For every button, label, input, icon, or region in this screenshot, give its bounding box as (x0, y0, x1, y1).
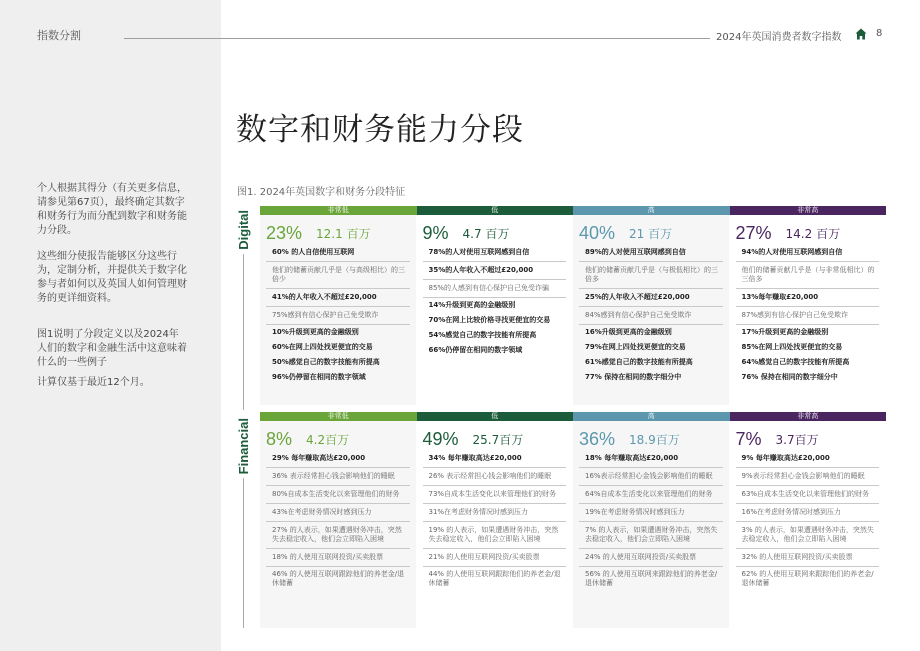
stat-row: 13%每年赚取£20,000 (736, 289, 880, 307)
financial-label: Financial (235, 418, 251, 475)
column-header: 高 (573, 412, 730, 421)
column-body (573, 421, 730, 628)
column-header: 低 (417, 412, 574, 421)
segment-percent: 23% (266, 223, 303, 243)
stat-row: 16%升级到更高的金融级别 (585, 328, 672, 336)
stat-row: 64%自成本生活变化以来管理他们的财务 (579, 486, 723, 504)
figure-explanation: 图1说明了分段定义以及2024年人们的数字和金融生活中这意味着什么的一些例子 (37, 329, 187, 368)
stat-row: 70%在网上比较价格寻找更便宜的交易 (428, 316, 551, 324)
stat-row: 34% 每年赚取高达£20,000 (423, 450, 567, 468)
column-body (730, 215, 887, 405)
segment-size (579, 424, 723, 450)
stat-row: 66%仍停留在相同的数字领域 (428, 346, 523, 354)
segment-percent: 7% (735, 429, 762, 449)
stat-row: 3% 的人表示，如果遭遇财务冲击，突然失去稳定收入，他们会立即陷入困境 (736, 522, 880, 549)
stat-row: 16%表示经常担心金钱会影响他们的睡眠 (579, 468, 723, 486)
stat-row: 60% 的人自信使用互联网 (266, 244, 410, 262)
column-header: 非常低 (260, 412, 417, 421)
stat-row: 9% 每年赚取高达£20,000 (736, 450, 880, 468)
stat-row: 43%在考虑财务情况时感到压力 (266, 504, 410, 522)
digital-segments-grid (260, 206, 886, 405)
digital-column-very-low (260, 206, 417, 405)
segment-millions: 18.9百万 (629, 433, 680, 447)
digital-label: Digital (235, 210, 251, 250)
segment-millions: 25.7百万 (472, 433, 524, 447)
segment-size (423, 424, 567, 450)
stat-row: 21% 的人使用互联网投资/买卖股票 (423, 549, 567, 567)
stat-row: 79%在网上四处找更便宜的交易 (585, 343, 686, 351)
financial-segments-grid (260, 412, 886, 628)
column-body (730, 421, 887, 628)
financial-divider (243, 478, 244, 628)
stat-row: 89%的人对使用互联网感到自信 (579, 244, 723, 262)
segment-percent: 9% (422, 223, 449, 243)
stat-row: 61%感觉自己的数字技能有所提高 (585, 358, 693, 366)
segments-paragraph: 这些细分使报告能够区分这些行为，定制分析，并提供关于数字化参与者如何以及英国人如何管理财务的更详细资料。 (37, 251, 187, 304)
stat-row: 他们的储蓄贡献几乎是（与非常低相比）的三倍多 (736, 262, 880, 289)
stat-row: 41%的人年收入不超过£20,000 (266, 289, 410, 307)
stat-row: 62% 的人使用互联网来跟踪他们的养老金/退休储蓄 (741, 570, 874, 587)
stat-row: 17%升级到更高的金融级别 (741, 328, 829, 336)
stat-row: 50%感觉自己的数字技能有所提高 (272, 358, 380, 366)
page-number: 8 (876, 28, 883, 39)
stat-row: 46% 的人使用互联网跟踪他们的养老金/退休储蓄 (272, 570, 405, 587)
column-header: 非常高 (730, 412, 887, 421)
stat-row: 73%自成本生活变化以来管理他们的财务 (423, 486, 567, 504)
stat-row: 56% 的人使用互联网来跟踪他们的养老金/退休储蓄 (585, 570, 718, 587)
financial-column-high (573, 412, 730, 628)
stat-row: 85%的人感到有信心保护自己免受诈骗 (423, 280, 567, 298)
digital-divider (243, 254, 244, 410)
stat-row: 18% 的人使用互联网投资/买卖股票 (266, 549, 410, 567)
segment-percent: 40% (579, 223, 616, 243)
digital-section-tag (232, 210, 254, 410)
column-body (417, 421, 574, 628)
stat-row: 64%感觉自己的数字技能有所提高 (741, 358, 850, 366)
stat-row: 75%感到有信心保护自己免受欺诈 (266, 307, 410, 325)
segment-size (579, 218, 723, 244)
segment-millions: 12.1 百万 (316, 227, 371, 241)
column-header: 低 (417, 206, 574, 215)
segment-percent: 36% (579, 429, 616, 449)
column-header: 非常高 (730, 206, 887, 215)
stat-row: 27% 的人表示，如果遭遇财务冲击，突然失去稳定收入，他们会立即陷入困境 (266, 522, 410, 549)
page-title: 数字和财务能力分段 (236, 112, 524, 148)
segment-percent: 49% (422, 429, 459, 449)
stat-row: 19%在考虑财务情况时感到压力 (579, 504, 723, 522)
financial-column-low (417, 412, 574, 628)
column-body (417, 215, 574, 405)
stat-row: 77% 保持在相同的数字细分中 (585, 373, 682, 381)
stat-row: 78%的人对使用互联网感到自信 (423, 244, 567, 262)
financial-column-very-high (730, 412, 887, 628)
stat-row: 85%在网上四处找更便宜的交易 (741, 343, 843, 351)
segment-percent: 27% (735, 223, 772, 243)
column-header: 非常低 (260, 206, 417, 215)
stat-row: 76% 保持在相同的数字细分中 (741, 373, 838, 381)
stat-row: 35%的人年收入不超过£20,000 (423, 262, 567, 280)
stat-row: 36% 表示经常担心钱会影响他们的睡眠 (266, 468, 410, 486)
stat-row: 16%在考虑财务情况时感到压力 (736, 504, 880, 522)
segment-size (736, 424, 880, 450)
column-body (573, 215, 730, 405)
segment-percent: 8% (266, 429, 293, 449)
stat-row: 他们的储蓄贡献几乎是（与高级相比）的三倍少 (266, 262, 410, 289)
stat-row: 94%的人对使用互联网感到自信 (736, 244, 880, 262)
stat-row: 96%仍停留在相同的数字领域 (272, 373, 366, 381)
stat-row: 18% 每年赚取高达£20,000 (579, 450, 723, 468)
column-body (260, 215, 417, 405)
segment-size (266, 424, 410, 450)
segment-size (736, 218, 880, 244)
segment-size (423, 218, 567, 244)
financial-column-very-low (260, 412, 417, 628)
stat-row: 32% 的人使用互联网投资/买卖股票 (736, 549, 880, 567)
segment-millions: 3.7百万 (775, 433, 819, 447)
stat-row: 7% 的人表示，如果遭遇财务冲击，突然失去稳定收入，他们会立即陷入困境 (579, 522, 723, 549)
stat-row: 63%自成本生活变化以来管理他们的财务 (736, 486, 880, 504)
home-icon[interactable] (855, 28, 867, 40)
stat-row: 80%自成本生活变化以来管理他们的财务 (266, 486, 410, 504)
stat-row: 26% 表示经常担心钱会影响他们的睡眠 (423, 468, 567, 486)
financial-section-tag (232, 418, 254, 628)
segment-millions: 4.7 百万 (462, 227, 510, 241)
stat-row: 31%在考虑财务情况时感到压力 (423, 504, 567, 522)
column-header: 高 (573, 206, 730, 215)
segment-millions: 14.2 百万 (785, 227, 841, 241)
stat-row: 24% 的人使用互联网投资/买卖股票 (579, 549, 723, 567)
stat-row: 44% 的人使用互联网跟踪他们的养老金/退休储蓄 (428, 570, 561, 587)
stat-row: 9%表示经常担心金钱会影响他们的睡眠 (736, 468, 880, 486)
stat-row: 19% 的人表示，如果遭遇财务冲击，突然失去稳定收入，他们会立即陷入困境 (423, 522, 567, 549)
digital-column-low (417, 206, 574, 405)
header-divider (124, 38, 710, 39)
segment-millions: 21 百万 (629, 227, 673, 241)
stat-row: 29% 每年赚取高达£20,000 (266, 450, 410, 468)
stat-row: 25%的人年收入不超过£20,000 (579, 289, 723, 307)
calculation-note: 计算仅基于最近12个月。 (37, 377, 150, 388)
report-title: 2024年英国消费者数字指数 (716, 32, 842, 43)
section-label: 指数分割 (37, 29, 81, 42)
digital-column-high (573, 206, 730, 405)
segment-size (266, 218, 410, 244)
stat-row: 10%升级到更高的金融级别 (272, 328, 359, 336)
segment-millions: 4.2百万 (306, 433, 350, 447)
stat-row: 54%感觉自己的数字技能有所提高 (428, 331, 537, 339)
stat-row: 60%在网上四处找更便宜的交易 (272, 343, 373, 351)
stat-row: 84%感到有信心保护自己免受欺诈 (579, 307, 723, 325)
intro-paragraph: 个人根据其得分（有关更多信息，请参见第67页），最终确定其数字和财务行为而分配到数字和财务能力分段。 (37, 183, 187, 236)
stat-row: 他们的储蓄贡献几乎是（与极低相比）的三倍多 (579, 262, 723, 289)
column-body (260, 421, 417, 628)
digital-column-very-high (730, 206, 887, 405)
stat-row: 87%感到有信心保护自己免受欺诈 (736, 307, 880, 325)
sidebar (0, 0, 221, 651)
stat-row: 14%升级到更高的金融级别 (428, 301, 516, 309)
figure-caption: 图1. 2024年英国数字和财务分段特征 (237, 187, 406, 198)
